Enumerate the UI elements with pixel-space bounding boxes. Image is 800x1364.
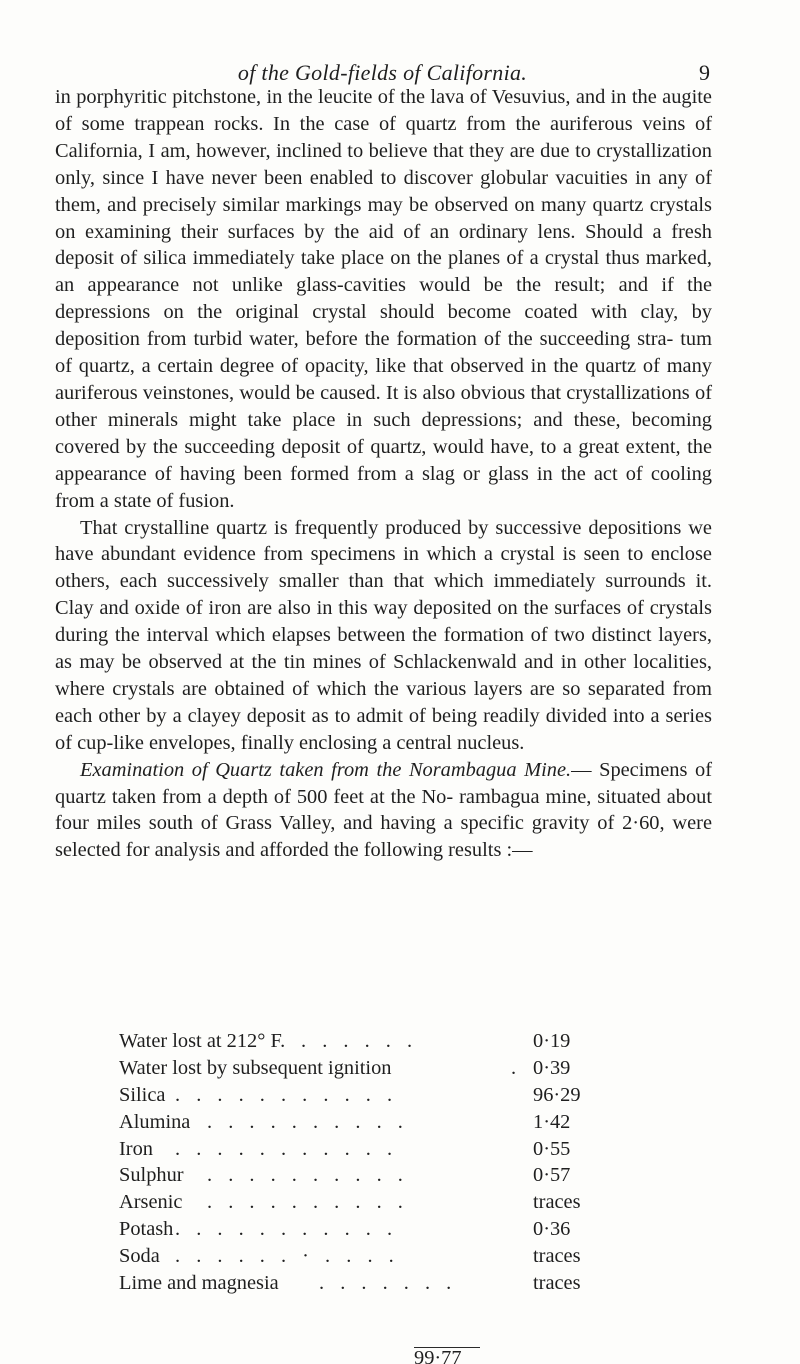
constituent-value: 0·39 (533, 1056, 571, 1079)
total-rule (414, 1347, 480, 1348)
dot-leader: . . . . . . . . . . . (175, 1218, 398, 1241)
constituent-name: Water lost by subsequent ignition (119, 1056, 392, 1079)
constituent-name: Water lost at 212° F. (119, 1030, 286, 1052)
analysis-row (119, 1270, 599, 1297)
section-body: — Specimens of quartz taken from a depth of 500 feet at the No- rambagua mine, situated about four miles south of Grass Valley, and having a specific gravity of 2·60, were selected for analysis and afforded the following results :— (55, 758, 712, 862)
dot-leader: . . . . . . (301, 1030, 418, 1052)
constituent-value: 0·19 (533, 1030, 571, 1052)
constituent-value: 96·29 (533, 1083, 581, 1106)
paragraph-norambagua-examination (55, 757, 712, 865)
constituent-name: Silica (119, 1083, 166, 1106)
dot-leader: . . . . . . . . . . . (175, 1137, 398, 1160)
analysis-row (119, 1109, 599, 1136)
body-text (55, 84, 712, 864)
dot-leader: . (511, 1056, 522, 1079)
constituent-name: Alumina (119, 1110, 191, 1133)
constituent-value: 0·55 (533, 1137, 571, 1160)
constituent-name: Soda (119, 1245, 160, 1268)
analysis-row (119, 1216, 599, 1243)
dot-leader: . . . . . . . . . . (207, 1110, 409, 1133)
dot-leader: . . . . . . . . . . (207, 1191, 409, 1214)
page-number: 9 (699, 60, 710, 85)
constituent-name: Sulphur (119, 1164, 184, 1187)
section-heading: Examination of Quartz taken from the Norambagua Mine. (80, 758, 572, 781)
analysis-row (119, 1243, 599, 1270)
dot-leader: . . . . . . . . . . (207, 1164, 409, 1187)
paragraph-successive-depositions: That crystalline quartz is frequently produced by successive depositions we have abundant evidence from specimens in which a crystal is seen to enclose others, each successively smaller than that which immediately surrounds it. Clay and oxide of iron are also in this way deposited on the surfaces of crystals during the interval which elapses between the formation of two distinct layers, as may be observed at the tin mines of Schlackenwald and in other localities, where crystals are obtained of which the various layers are so separated from each other by a clayey deposit as to admit of being readily divided into a series of cup-like envelopes, finally enclosing a central nucleus. (55, 516, 712, 754)
analysis-table (119, 1028, 599, 1297)
paragraph-glass-cavities: in porphyritic pitchstone, in the leucite of the lava of Vesuvius, and in the augite of some trappean rocks. In the case of quartz from the auriferous veins of California, I am, however, inclined to believe that they are due to crystallization only, since I have never been enabled to discover globular vacuities in any of them, and precisely similar markings may be observed on many quartz crystals on examining their surfaces by the aid of an ordinary lens. Should a fresh deposit of silica immediately take place on the planes of a crystal thus marked, an appearance not unlike glass-cavities would be the result; and if the depressions on the original crystal should become coated with clay, by deposition from turbid water, before the formation of the succeeding stra- tum of quartz, a certain degree of opacity, like that observed in the quartz of many auriferous veinstones, would be caused. It is also obvious that crystallizations of other minerals might take place in such depressions; and these, becoming covered by the succeeding deposit of quartz, would have, to a great extent, the appearance of having been formed from a slag or glass in the act of cooling from a state of fusion. (55, 86, 712, 512)
running-title: of the Gold-fields of California. (237, 60, 528, 85)
analysis-row (119, 1162, 599, 1189)
analysis-row (119, 1189, 599, 1216)
constituent-name: Arsenic (119, 1191, 183, 1214)
constituent-value: traces (533, 1272, 581, 1295)
constituent-name: Iron (119, 1137, 153, 1160)
constituent-value: traces (533, 1191, 581, 1214)
dot-leader: . . . . . . · . . . . (175, 1245, 400, 1268)
constituent-value: 1·42 (533, 1110, 571, 1133)
dot-leader: . . . . . . . . . . . (175, 1083, 398, 1106)
analysis-row (119, 1136, 599, 1163)
dot-leader: . . . . . . . (319, 1272, 457, 1295)
analysis-row (119, 1082, 599, 1109)
constituent-name: Lime and magnesia (119, 1272, 279, 1295)
analysis-total: 99·77 (414, 1350, 462, 1364)
analysis-row (119, 1055, 599, 1082)
constituent-value: traces (533, 1245, 581, 1268)
constituent-name: Potash (119, 1218, 174, 1241)
analysis-row (119, 1028, 599, 1055)
constituent-value: 0·57 (533, 1164, 571, 1187)
constituent-value: 0·36 (533, 1218, 571, 1241)
